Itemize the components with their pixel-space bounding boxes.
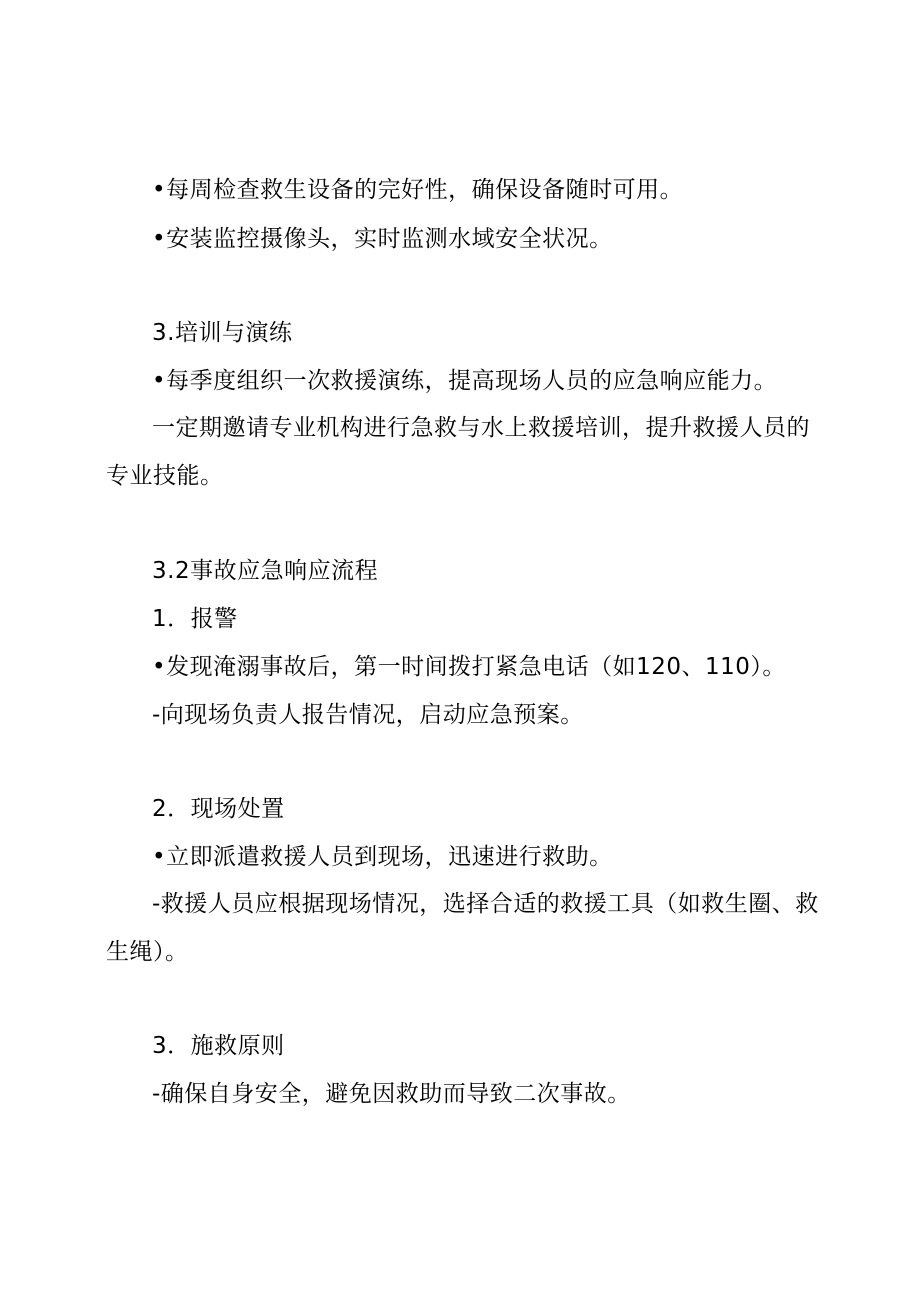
paragraph-invite-training: 一定期邀请专业机构进行急救与水上救援培训，提升救援人员的 bbox=[152, 415, 810, 441]
paragraph-invite-training-cont: 专业技能。 bbox=[106, 463, 224, 489]
heading-rescue-principles: 3．施救原则 bbox=[152, 1033, 285, 1059]
paragraph-quarterly-drill: •每季度组织一次救援演练，提高现场人员的应急响应能力。 bbox=[152, 368, 778, 394]
paragraph-self-safety: -确保自身安全，避免因救助而导致二次事故。 bbox=[152, 1081, 631, 1107]
paragraph-equipment-check: •每周检查救生设备的完好性，确保设备随时可用。 bbox=[152, 177, 684, 203]
paragraph-report-manager: -向现场负责人报告情况，启动应急预案。 bbox=[152, 702, 584, 728]
heading-alarm: 1．报警 bbox=[152, 606, 238, 632]
paragraph-camera-install: •安装监控摄像头，实时监测水域安全状况。 bbox=[152, 226, 613, 252]
paragraph-choose-tools: -救援人员应根据现场情况，选择合适的救援工具（如救生圈、救 bbox=[152, 891, 819, 917]
paragraph-choose-tools-cont: 生绳）。 bbox=[106, 939, 189, 965]
heading-emergency-process: 3.2事故应急响应流程 bbox=[152, 558, 379, 584]
paragraph-dispatch-rescuers: •立即派遣救援人员到现场，迅速进行救助。 bbox=[152, 844, 613, 870]
heading-training-drills: 3.培训与演练 bbox=[152, 320, 293, 346]
heading-onsite-handling: 2．现场处置 bbox=[152, 796, 285, 822]
paragraph-call-emergency: •发现淹溺事故后，第一时间拨打紧急电话（如120、110）。 bbox=[152, 654, 786, 680]
